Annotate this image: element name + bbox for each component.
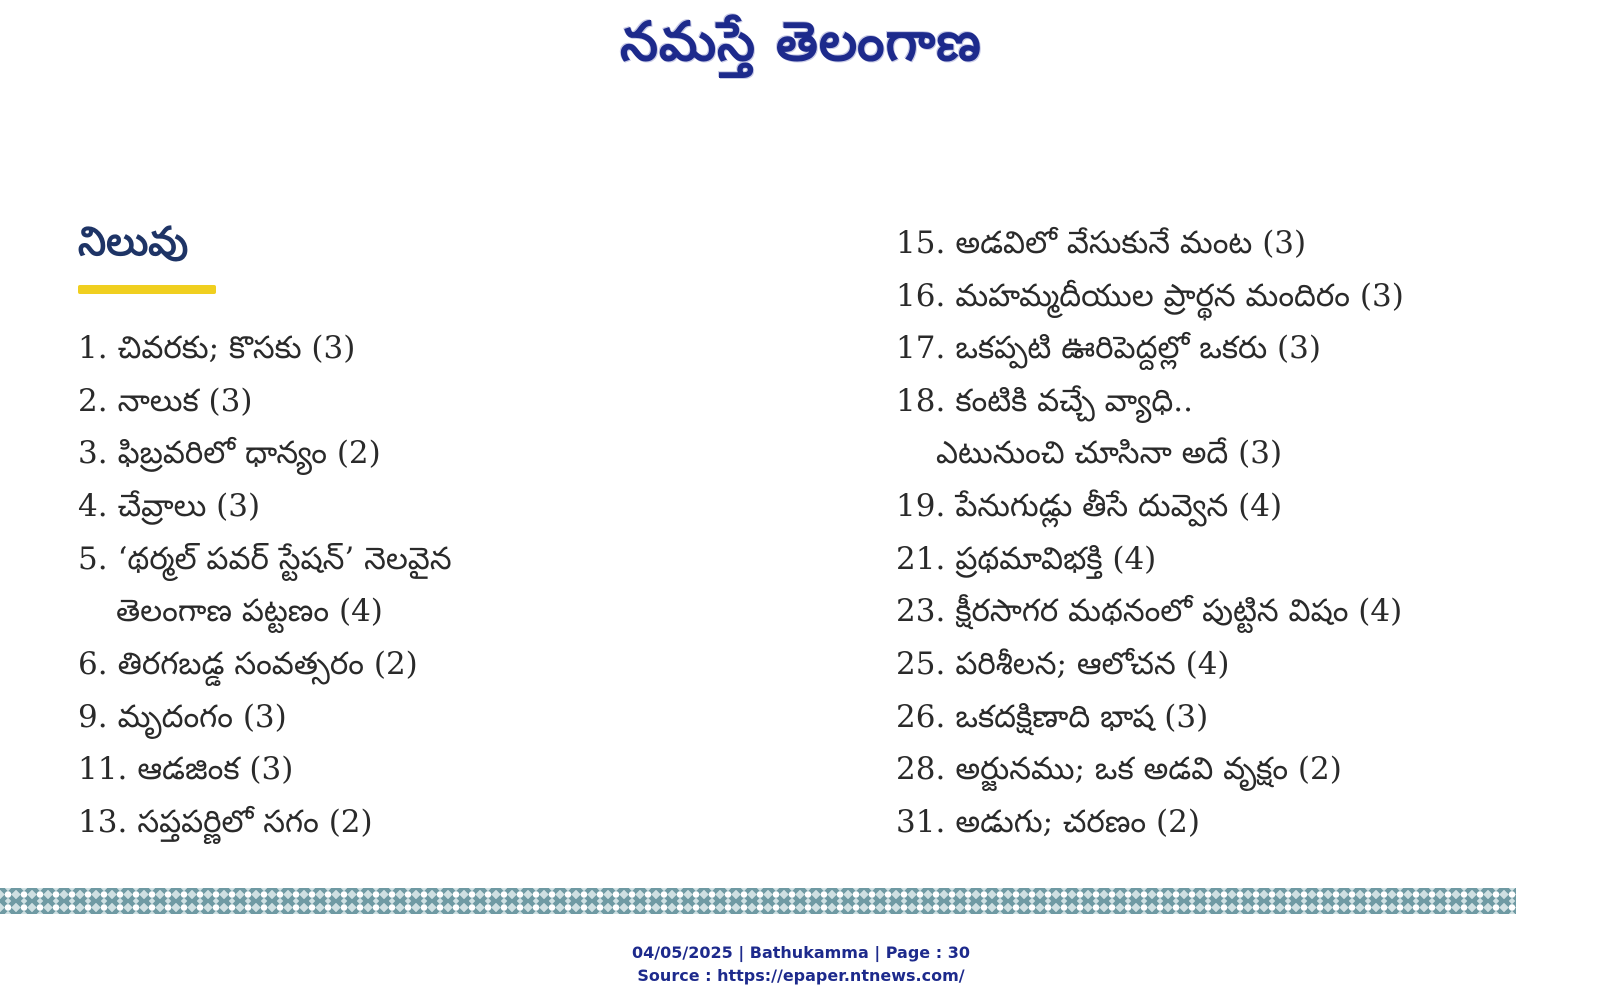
clue-item: 21. ప్రథమావిభక్తి (4)	[896, 541, 1157, 577]
clue-item: 28. అర్జునము; ఒక అడవి వృక్షం (2)	[896, 751, 1342, 787]
footer-source-line: Source : https://epaper.ntnews.com/	[637, 966, 965, 985]
clue-item-continuation: ఎటునుంచి చూసినా అదే (3)	[936, 435, 1283, 471]
clue-item: 17. ఒకప్పటి ఊరిపెద్దల్లో ఒకరు (3)	[896, 330, 1321, 366]
clue-item: 5. ‘థర్మల్ పవర్ స్టేషన్’ నెలవైన	[78, 541, 452, 577]
title-underline	[78, 285, 216, 294]
section-title: నిలువు	[78, 219, 189, 265]
clue-item: 16. మహమ్మదీయుల ప్రార్థన మందిరం (3)	[896, 278, 1404, 314]
decorative-border-band	[0, 888, 1516, 914]
clue-item: 25. పరిశీలన; ఆలోచన (4)	[896, 646, 1230, 682]
footer-date-line: 04/05/2025 | Bathukamma | Page : 30	[632, 943, 970, 962]
clue-item-continuation: తెలంగాణ పట్టణం (4)	[116, 593, 383, 629]
clue-item: 3. ఫిబ్రవరిలో ధాన్యం (2)	[78, 435, 381, 471]
clue-item: 1. చివరకు; కొసకు (3)	[78, 330, 356, 366]
clue-item: 11. ఆడజింక (3)	[78, 751, 294, 787]
clue-item: 26. ఒకదక్షిణాది భాష (3)	[896, 699, 1209, 735]
clue-item: 31. అడుగు; చరణం (2)	[896, 804, 1200, 840]
clue-item: 6. తిరగబడ్డ సంవత్సరం (2)	[78, 646, 418, 682]
clue-item: 2. నాలుక (3)	[78, 383, 253, 419]
clue-item: 9. మృదంగం (3)	[78, 699, 287, 735]
clue-item: 15. అడవిలో వేసుకునే మంట (3)	[896, 225, 1307, 261]
clue-item: 18. కంటికి వచ్చే వ్యాధి..	[896, 383, 1193, 419]
clue-item: 4. చేవ్రాలు (3)	[78, 488, 261, 524]
clue-item: 19. పేనుగుడ్లు తీసే దువ్వెన (4)	[896, 488, 1283, 524]
clue-item: 13. సప్తపర్ణిలో సగం (2)	[78, 804, 373, 840]
newspaper-masthead: నమస్తే తెలంగాణ	[620, 10, 982, 73]
clue-item: 23. క్షీరసాగర మథనంలో పుట్టిన విషం (4)	[896, 593, 1403, 629]
